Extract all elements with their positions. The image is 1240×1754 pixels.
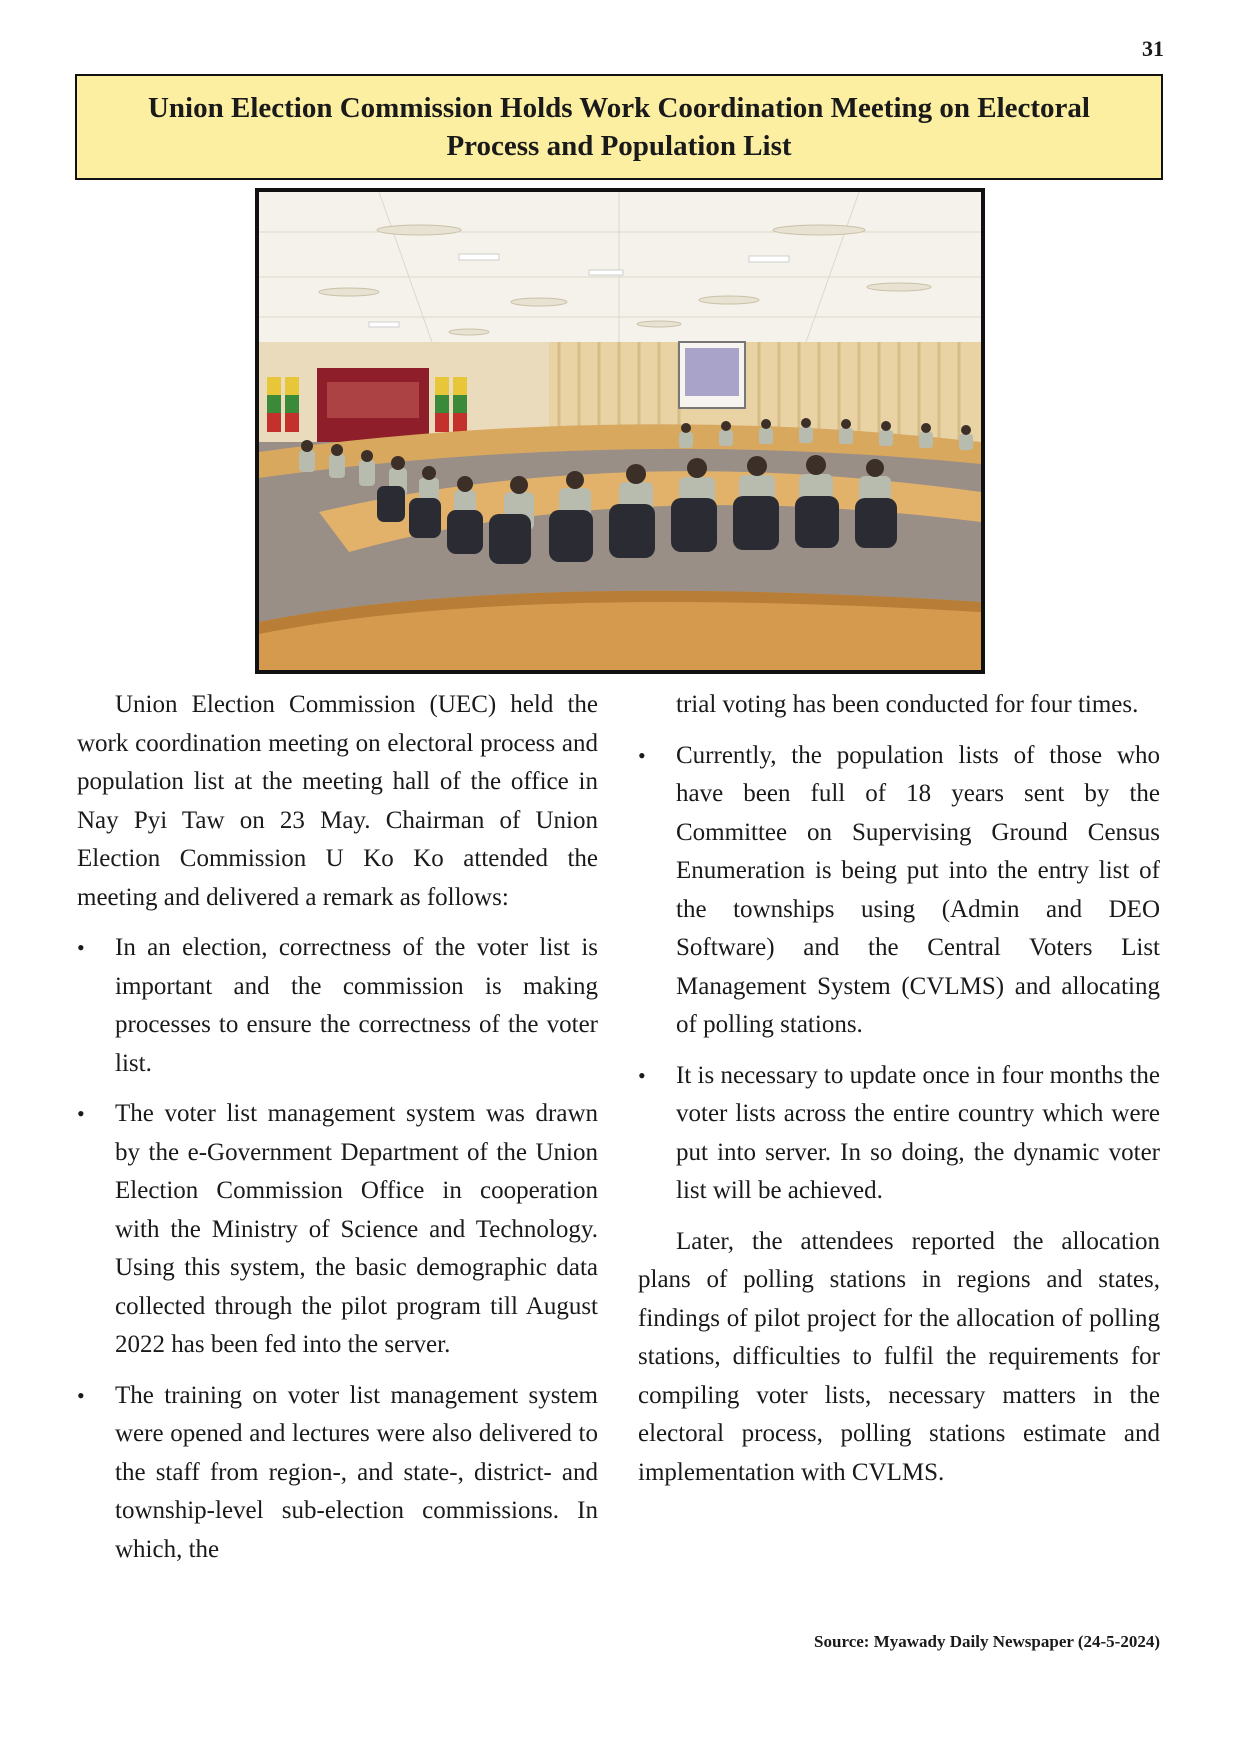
article-title-box [75,74,1163,180]
list-item: • Currently, the population lists of those who have been full of 18 years sent by the Committee on Supervising Ground Census Enumeration is being put into the entry list of the townships using (Admin and DEO Software) and the Central Voters List Management System (CVLMS) and allocating of polling stations. [638,737,1160,1045]
meeting-hall-photo [255,188,985,674]
list-item: • It is necessary to update once in four months the voter lists across the entire country which were put into server. In so doing, the dynamic voter list will be achieved. [638,1057,1160,1211]
intro-paragraph: Union Election Commission (UEC) held the work coordination meeting on electoral process and population list at the meeting hall of the office in Nay Pyi Taw on 23 May. Chairman of Union Election Commission U Ko Ko attended the meeting and delivered a remark as follows: [77,691,598,911]
list-item: • The voter list management system was drawn by the e-Government Department of the Union Election Commission Office in cooperation with the Ministry of Science and Technology. Using this system, the basic demographic data collected through the pilot program till August 2022 has been fed into the server. [77,1095,598,1365]
article-title [148,89,1090,165]
article-title-line-1: Union Election Commission Holds Work Coordination Meeting on Electoral [147,92,1090,124]
remark-list-right [638,737,1160,1211]
closing-paragraph: Later, the attendees reported the allocation plans of polling stations in regions and states, findings of pilot project for the allocation of polling stations, difficulties to fulfil the requirements for compiling voter lists, necessary matters in the electoral process, polling stations estimate and implementation with CVLMS. [638,1227,1160,1486]
remark-list-left [77,929,598,1569]
source-credit: Source: Myawady Daily Newspaper (24-5-2024) [814,1632,1160,1651]
list-item: • The training on voter list management system were opened and lectures were also delivered to the staff from region-, and state-, district- and township-level sub-election commissions. In which, the [77,1377,598,1570]
article-title-line-2: Process and Population List [446,130,792,162]
continued-bullet-text: trial voting has been conducted for four times. [676,691,1139,718]
page-number: 31 [1142,36,1164,61]
right-column [638,686,1160,1492]
left-column [77,686,598,1581]
list-item: • In an election, correctness of the voter list is important and the commission is making processes to ensure the correctness of the voter list. [77,929,598,1083]
